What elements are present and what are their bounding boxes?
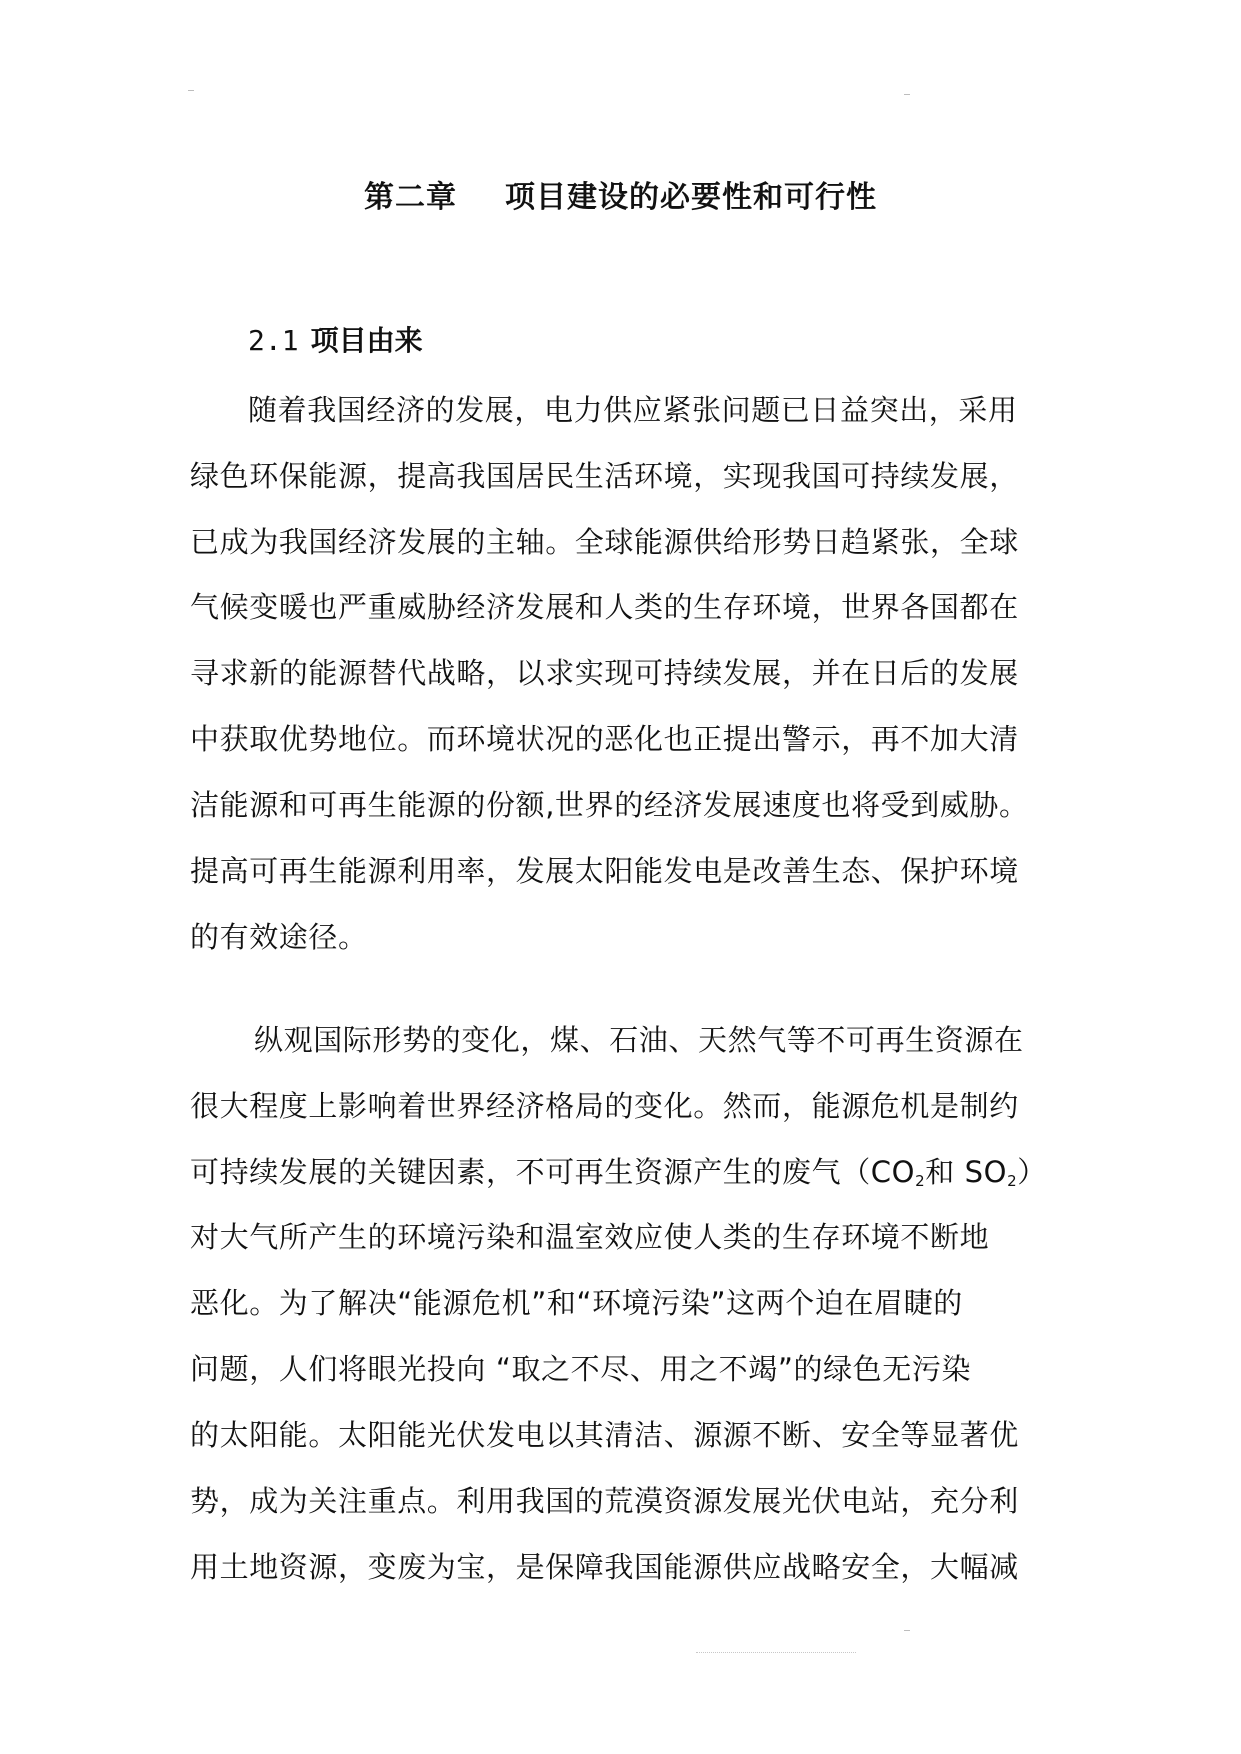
- chapter-title: [0, 178, 1241, 218]
- paragraph2-line: [190, 1154, 1047, 1199]
- paragraph2-line: 势，成为关注重点。利用我国的荒漠资源发展光伏电站，充分利: [190, 1484, 1019, 1518]
- paragraph2-line: 很大程度上影响着世界经济格局的变化。然而，能源危机是制约: [190, 1089, 1019, 1123]
- paragraph1-line: 的有效途径。: [190, 920, 368, 954]
- paragraph1-line: 已成为我国经济发展的主轴。全球能源供给形势日趋紧张，全球: [190, 525, 1019, 559]
- paragraph1-line: 洁能源和可再生能源的份额,世界的经济发展速度也将受到威胁。: [190, 788, 1029, 822]
- co2-subscript: 2: [915, 1172, 926, 1190]
- paragraph1-line: 气候变暖也严重威胁经济发展和人类的生存环境，世界各国都在: [190, 590, 1019, 624]
- paragraph1-line: 提高可再生能源利用率，发展太阳能发电是改善生态、保护环境: [190, 854, 1019, 888]
- paragraph2-line: 用土地资源，变废为宝，是保障我国能源供应战略安全，大幅减: [190, 1550, 1019, 1584]
- corner-mark-top-left: [188, 90, 194, 91]
- paragraph2-line: 问题，人们将眼光投向 “取之不尽、用之不竭”的绿色无污染: [190, 1352, 972, 1386]
- paragraph1-line: 中获取优势地位。而环境状况的恶化也正提出警示，再不加大清: [190, 722, 1019, 756]
- section-heading: [248, 322, 423, 360]
- so2-subscript: 2: [1007, 1172, 1018, 1190]
- section-number: 2.1: [248, 324, 299, 357]
- paragraph2-line: 恶化。为了解决“能源危机”和“环境污染”这两个迫在眉睫的: [190, 1286, 963, 1320]
- corner-mark-top-right: [904, 94, 910, 95]
- chapter-title-text: 项目建设的必要性和可行性: [505, 180, 877, 215]
- closing-paren: ）: [1017, 1155, 1047, 1189]
- co2-prefix: 可持续发展的关键因素，不可再生资源产生的废气（CO: [190, 1155, 916, 1189]
- paragraph1-line: 绿色环保能源，提高我国居民生活环境，实现我国可持续发展，: [190, 459, 1019, 493]
- paragraph2-line: 对大气所产生的环境污染和温室效应使人类的生存环境不断地: [190, 1220, 990, 1254]
- paragraph1-line: 寻求新的能源替代战略，以求实现可持续发展，并在日后的发展: [190, 656, 1019, 690]
- corner-mark-bottom-right: [904, 1630, 910, 1631]
- section-title: 项目由来: [310, 324, 423, 357]
- paragraph2-line: 纵观国际形势的变化，煤、石油、天然气等不可再生资源在: [254, 1023, 1024, 1057]
- paragraph1-line: 随着我国经济的发展，电力供应紧张问题已日益突出，采用: [248, 393, 1018, 427]
- paragraph2-line: 的太阳能。太阳能光伏发电以其清洁、源源不断、安全等显著优: [190, 1418, 1019, 1452]
- so2-prefix: 和 SO: [925, 1155, 1008, 1189]
- chapter-number: 第二章: [364, 180, 457, 215]
- footer-divider: [696, 1652, 856, 1653]
